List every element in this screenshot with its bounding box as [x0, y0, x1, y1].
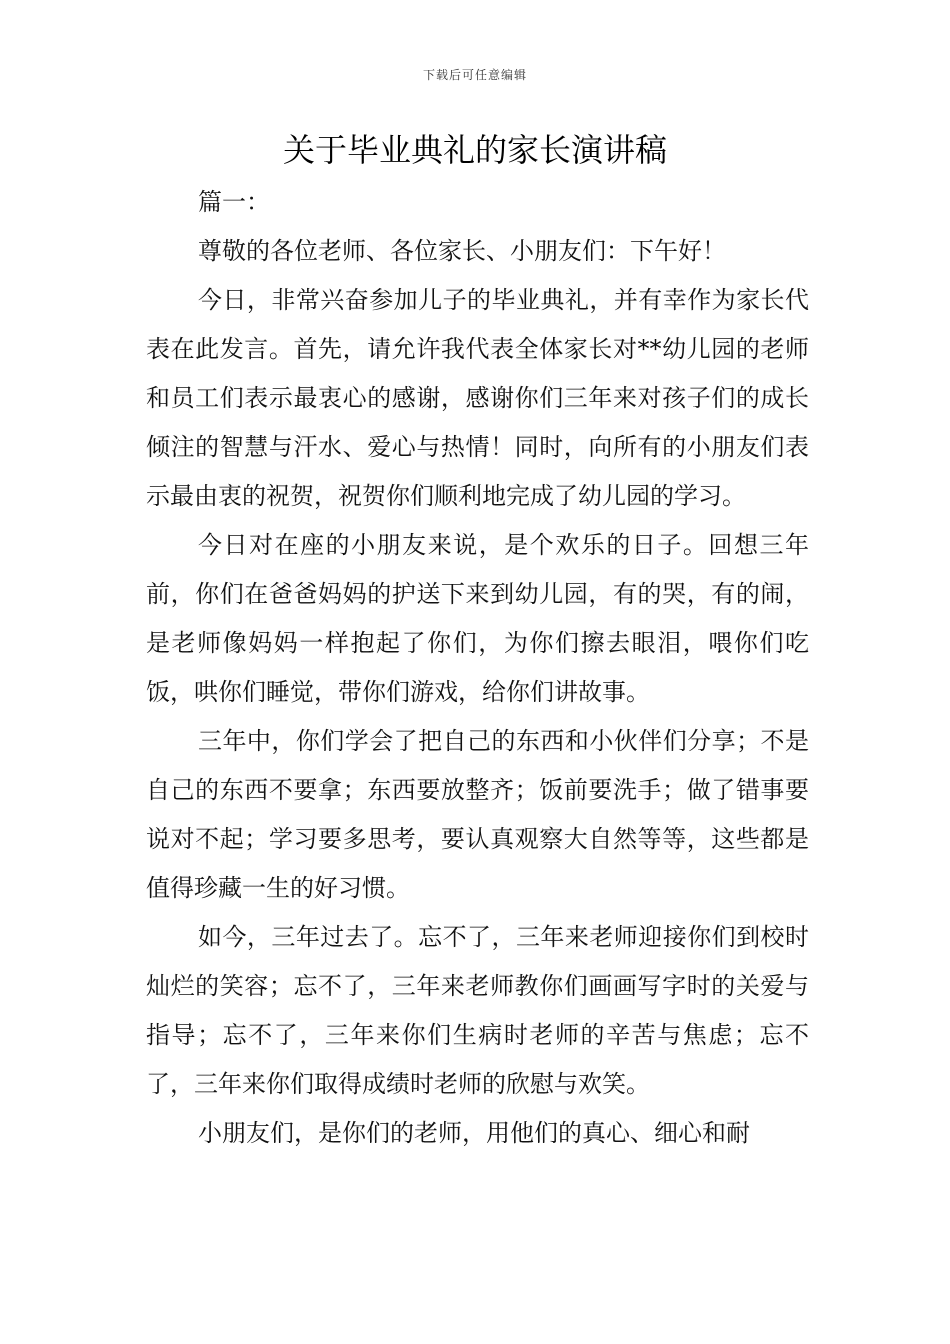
paragraph-habits: 三年中，你们学会了把自己的东西和小伙伴们分享；不是自己的东西不要拿；东西要放整齐；饭前要洗手；做了错事要说对不起；学习要多思考，要认真观察大自然等等，这些都是值得珍藏一生的好习惯。: [146, 727, 809, 902]
paragraph-section-label: 篇一：: [198, 188, 270, 216]
document-body: [146, 178, 809, 1158]
paragraph-opening: 今日，非常兴奋参加儿子的毕业典礼，并有幸作为家长代表在此发言。首先，请允许我代表全体家长对**幼儿园的老师和员工们表示最衷心的感谢，感谢你们三年来对孩子们的成长倾注的智慧与汗水、爱心与热情！同时，向所有的小朋友们表示最由衷的祝贺，祝贺你们顺利地完成了幼儿园的学习。: [146, 286, 809, 510]
paragraph-teachers: 小朋友们，是你们的老师，用他们的真心、细心和耐: [198, 1119, 750, 1147]
document-title: 关于毕业典礼的家长演讲稿: [282, 131, 667, 169]
header-note: 下载后可任意编辑: [422, 68, 527, 82]
paragraph-gratitude: 如今，三年过去了。忘不了，三年来老师迎接你们到校时灿烂的笑容；忘不了，三年来老师教你们画画写字时的关爱与指导；忘不了，三年来你们生病时老师的辛苦与焦虑；忘不了，三年来你们取得成绩时老师的欣慰与欢笑。: [146, 923, 809, 1098]
paragraph-memories: 今日对在座的小朋友来说，是个欢乐的日子。回想三年前，你们在爸爸妈妈的护送下来到幼儿园，有的哭，有的闹，是老师像妈妈一样抱起了你们，为你们擦去眼泪，喂你们吃饭，哄你们睡觉，带你们游戏，给你们讲故事。: [146, 531, 809, 706]
paragraph-greeting: 尊敬的各位老师、各位家长、小朋友们：下午好！: [198, 237, 726, 265]
